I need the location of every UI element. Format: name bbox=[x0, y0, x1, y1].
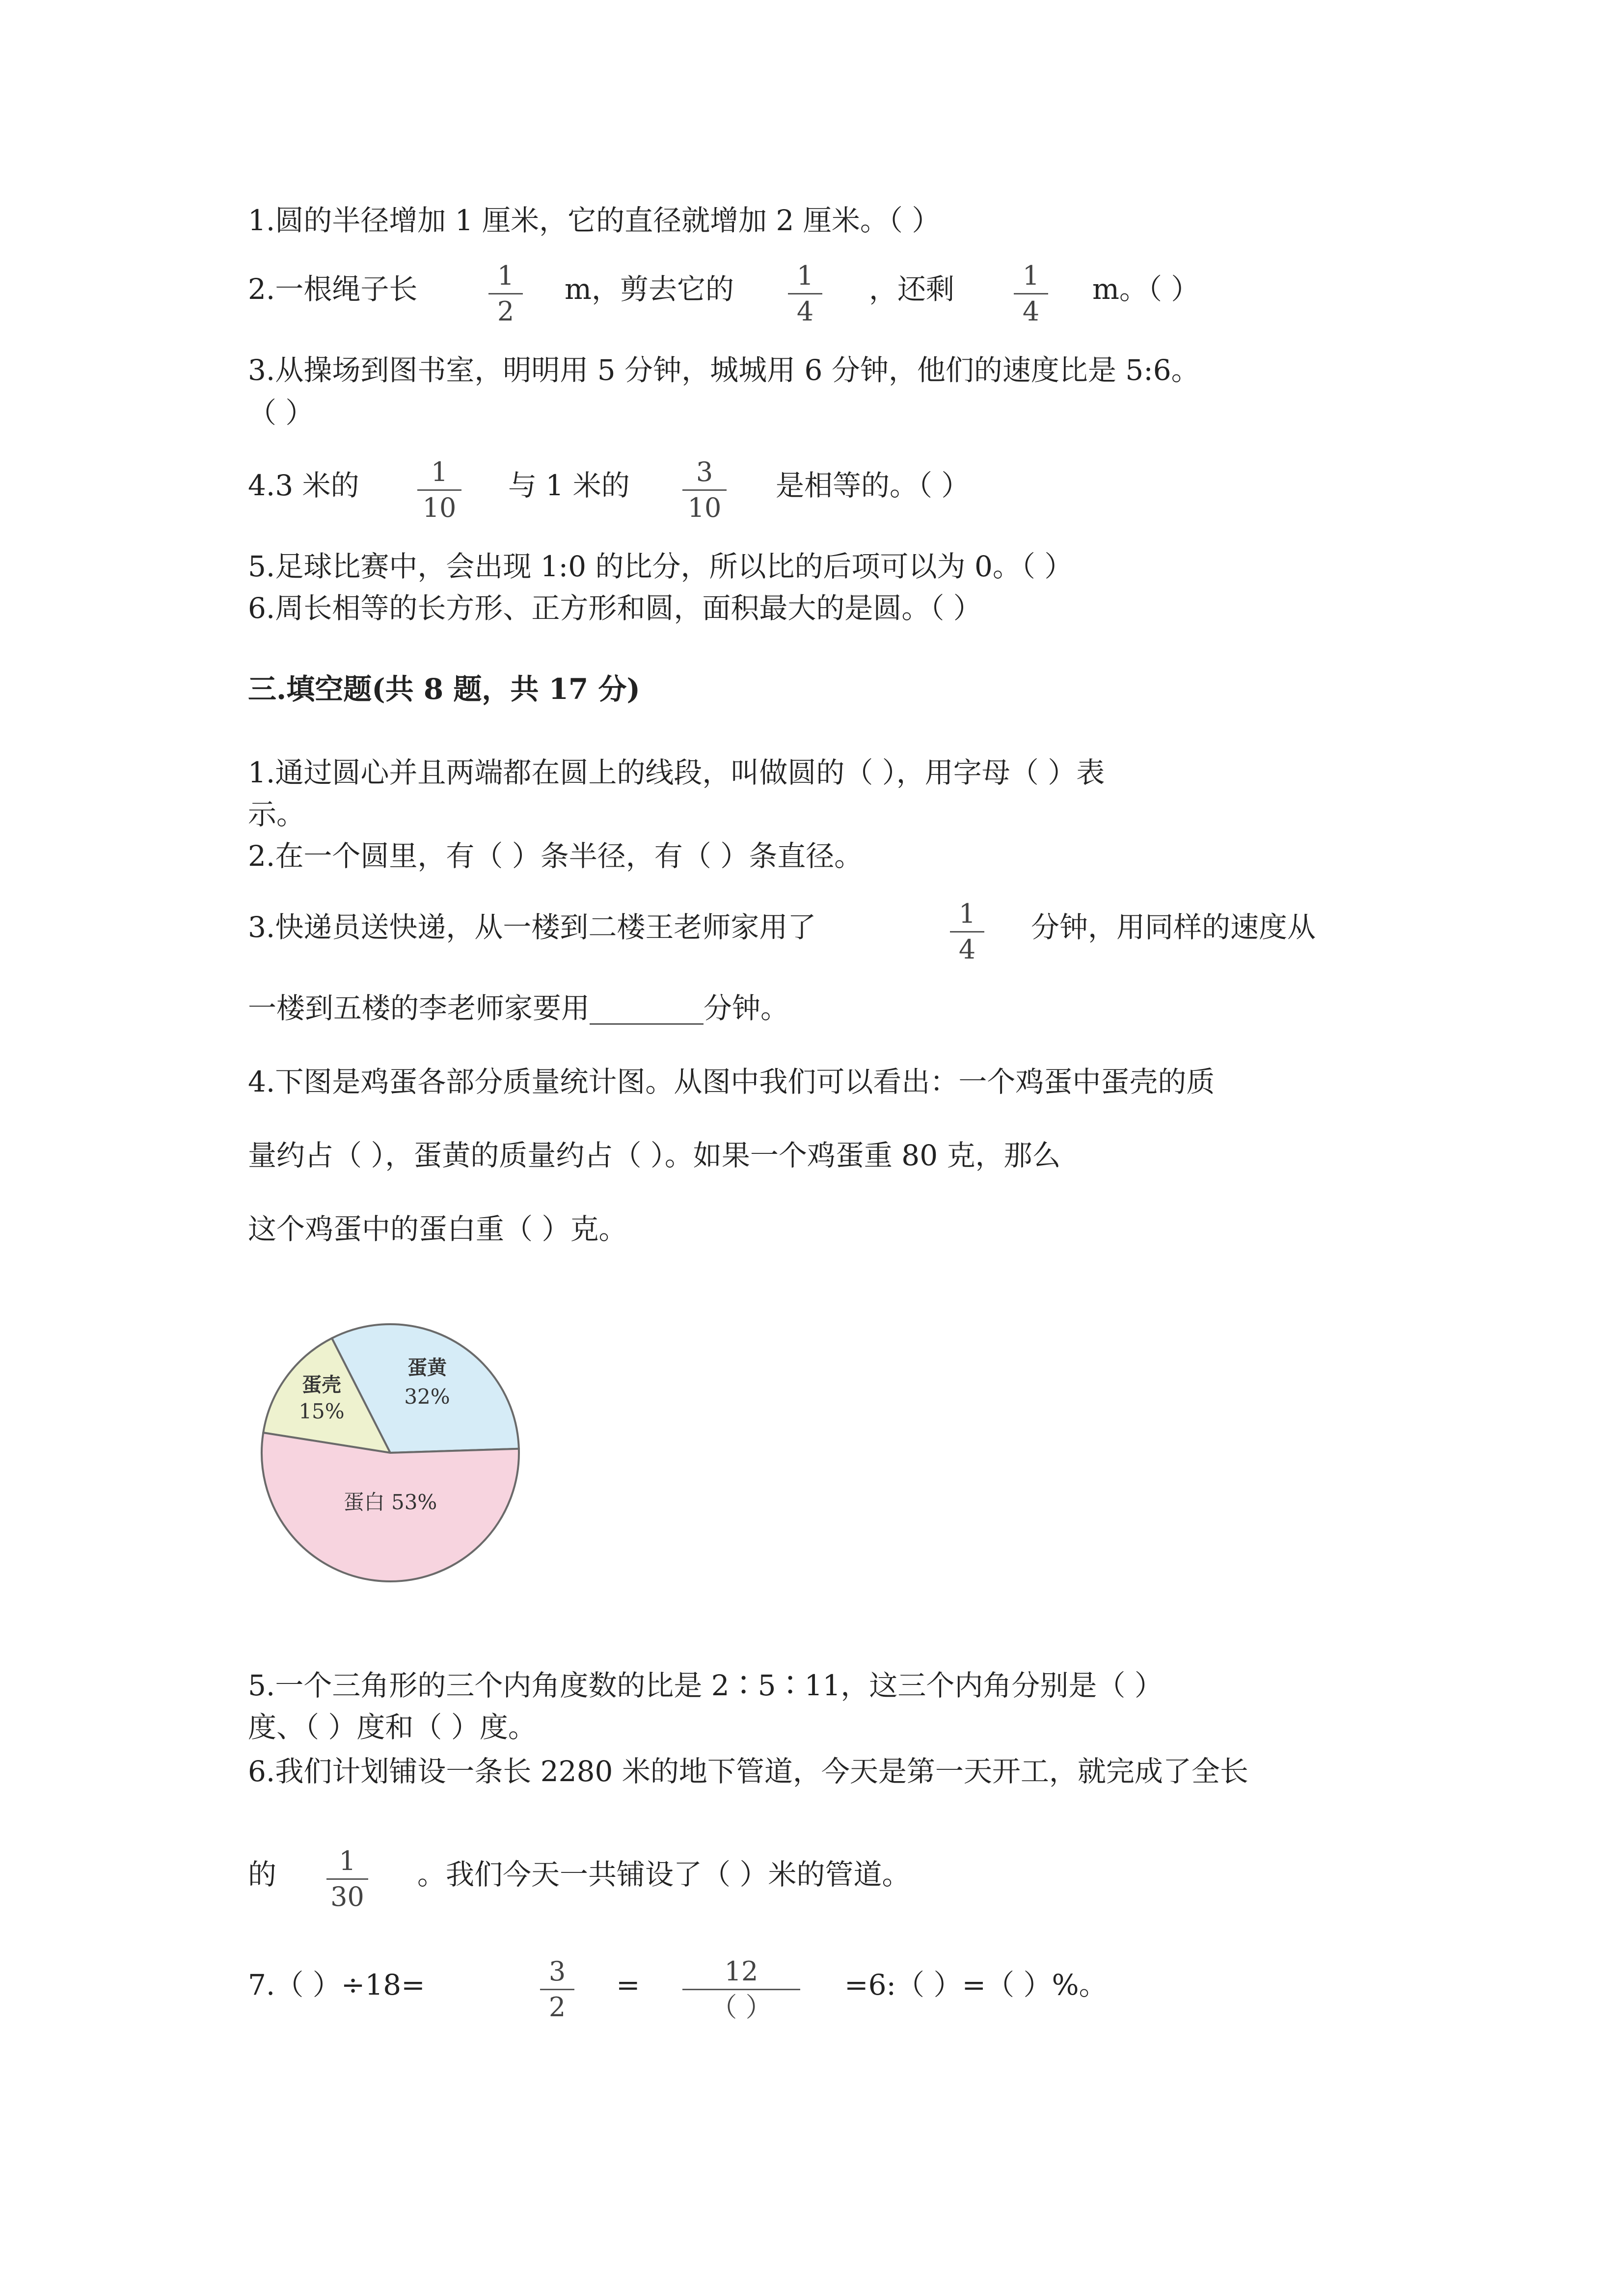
fill-q6-text-b: 。我们今天一共铺设了（ ）米的管道。 bbox=[417, 1858, 911, 1891]
fill-q4-line1: 4.下图是鸡蛋各部分质量统计图。从图中我们可以看出：一个鸡蛋中蛋壳的质 bbox=[248, 1065, 1215, 1098]
judge-q2-text-d: m。（ ） bbox=[1092, 272, 1200, 306]
fill-q6-fraction: 1 30 bbox=[326, 1848, 368, 1910]
judge-q4-text-c: 是相等的。（ ） bbox=[776, 469, 970, 502]
pie-slices bbox=[262, 1324, 519, 1581]
fill-q3-line2: 一楼到五楼的李老师家要用________分钟。 bbox=[248, 991, 789, 1025]
pie-value-yolk: 32% bbox=[404, 1385, 450, 1409]
judge-q2-text-b: m，剪去它的 bbox=[565, 272, 734, 306]
fill-q5-line2: 度、（ ）度和（ ）度。 bbox=[248, 1710, 537, 1744]
fill-q4-line3: 这个鸡蛋中的蛋白重（ ）克。 bbox=[248, 1212, 627, 1246]
judge-q2-fraction-3: 1 4 bbox=[1014, 263, 1048, 325]
fill-q1-line1: 1.通过圆心并且两端都在圆上的线段，叫做圆的（ ），用字母（ ）表 bbox=[248, 756, 1105, 789]
fill-q4-line2: 量约占（ ），蛋黄的质量约占（ ）。如果一个鸡蛋重 80 克，那么 bbox=[248, 1139, 1061, 1172]
judge-q3-line1: 3.从操场到图书室，明明用 5 分钟，城城用 6 分钟，他们的速度比是 5:6。 bbox=[248, 353, 1200, 387]
judge-q4-fraction-1: 1 10 bbox=[417, 459, 461, 521]
judge-q4-text-b: 与 1 米的 bbox=[508, 469, 630, 502]
judge-q2-text-c: ，还剩 bbox=[869, 272, 955, 306]
section-heading: 三.填空题(共 8 题，共 17 分) bbox=[248, 672, 640, 706]
judge-q6: 6.周长相等的长方形、正方形和圆，面积最大的是圆。（ ） bbox=[248, 591, 982, 625]
judge-q5: 5.足球比赛中，会出现 1:0 的比分，所以比的后项可以为 0。（ ） bbox=[248, 550, 1073, 583]
fill-q5-line1: 5.一个三角形的三个内角度数的比是 2∶5∶11，这三个内角分别是（ ） bbox=[248, 1669, 1163, 1702]
judge-q2-fraction-2: 1 4 bbox=[788, 263, 822, 325]
fill-q7-fraction-1: 3 2 bbox=[540, 1958, 574, 2021]
fill-q3-text-a: 3.快递员送快递，从一楼到二楼王老师家用了 bbox=[248, 910, 816, 944]
judge-q2-text-a: 2.一根绳子长 bbox=[248, 272, 418, 306]
fill-q3-fraction: 1 4 bbox=[950, 901, 984, 963]
judge-q2-fraction-1: 1 2 bbox=[488, 263, 523, 325]
pie-label-shell: 蛋壳 bbox=[302, 1373, 341, 1396]
pie-label-yolk: 蛋黄 bbox=[407, 1356, 447, 1379]
egg-pie-chart bbox=[253, 1320, 528, 1585]
fill-q7-text-b: =6:（ ）=（ ）%。 bbox=[844, 1968, 1108, 2002]
judge-q1: 1.圆的半径增加 1 厘米，它的直径就增加 2 厘米。（ ） bbox=[248, 204, 941, 237]
fill-q6-text-a: 的 bbox=[248, 1858, 277, 1891]
fill-q6-line1: 6.我们计划铺设一条长 2280 米的地下管道，今天是第一天开工，就完成了全长 bbox=[248, 1755, 1248, 1788]
fill-q3-text-b: 分钟，用同样的速度从 bbox=[1031, 910, 1316, 944]
fill-q7-fraction-2: 12 （ ） bbox=[682, 1958, 800, 2021]
fill-q7-text-a: 7.（ ）÷18= bbox=[248, 1968, 425, 2002]
judge-q3-line2: （ ） bbox=[248, 396, 314, 429]
fill-q1-line2: 示。 bbox=[248, 798, 305, 831]
pie-label-white: 蛋白 53% bbox=[343, 1490, 437, 1514]
judge-q4-text-a: 4.3 米的 bbox=[248, 469, 359, 502]
judge-q4-fraction-2: 3 10 bbox=[682, 459, 727, 521]
pie-value-shell: 15% bbox=[298, 1399, 345, 1423]
fill-q2: 2.在一个圆里，有（ ）条半径，有（ ）条直径。 bbox=[248, 839, 863, 873]
fill-q7-equals: = bbox=[616, 1968, 640, 2002]
